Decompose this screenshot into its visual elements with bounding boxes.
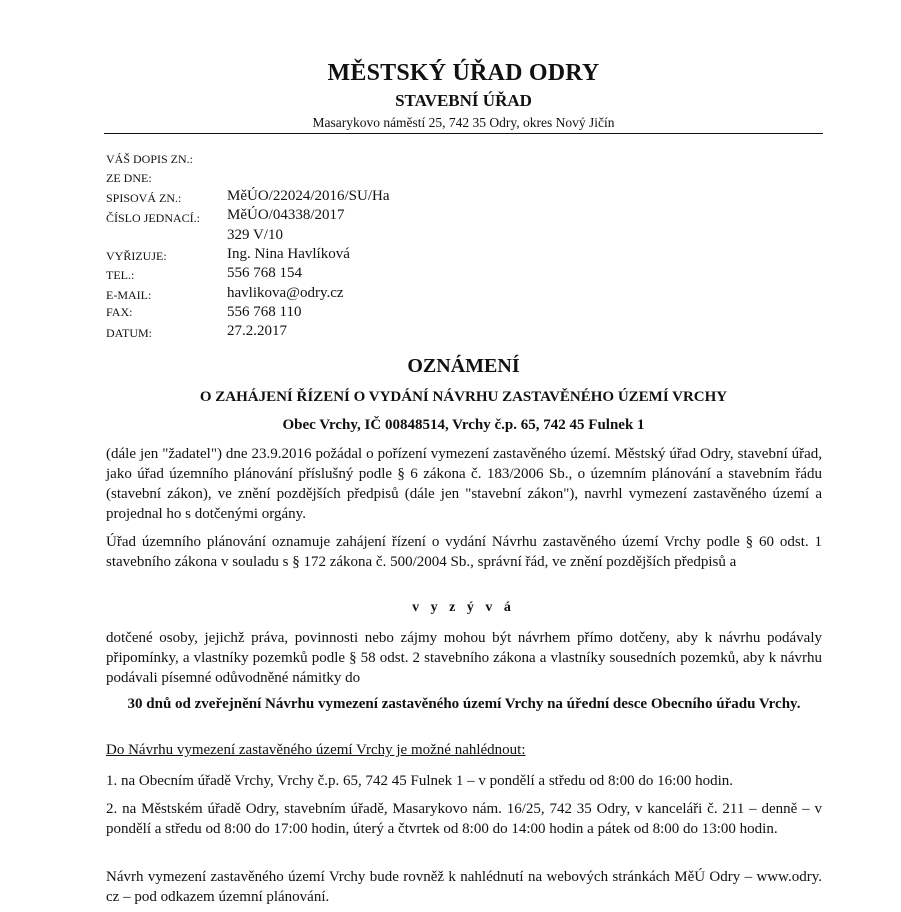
deadline-text: 30 dnů od zveřejnění Návrhu vymezení zastavěného území Vrchy na úřední desce Obecního úřadu Vrchy. [127, 696, 801, 712]
meta-value-spisova: MěÚO/22024/2016/SU/Ha [227, 188, 390, 204]
meta-value-email: havlikova@odry.cz [227, 285, 344, 301]
notice-applicant: Obec Vrchy, IČ 00848514, Vrchy č.p. 65, 742 45 Fulnek 1 [282, 417, 645, 433]
meta-value-tel: 556 768 154 [227, 265, 302, 281]
meta-label-spisova: SPISOVÁ ZN.: [106, 191, 182, 205]
paragraph-announcement: Úřad územního plánování oznamuje zahájení řízení o vydání Návrhu zastavěného území Vrchy podle § 60 odst. 1 stavebního zákona v souladu s § 172 zákona č. 500/2004 Sb., správní řád, ve znění pozdějších předpisů a [106, 534, 822, 570]
meta-value-vyrizuje: Ing. Nina Havlíková [227, 246, 350, 262]
call-heading: v y z ý v á [412, 600, 515, 615]
paragraph-request: (dále jen "žadatel") dne 23.9.2016 požádal o pořízení vymezení zastavěného území. Městský úřad Odry, stavební úřad, jako úřad územního plánování příslušný podle § 6 zákona č. 183/2006 Sb., o územním plánování a stavebním řádu (stavební zákon), ve znění pozdějších předpisů (dále jen "stavební zákon"), navrhl vymezení zastavěného území a projednal ho s dotčenými orgány. [106, 446, 822, 522]
meta-label-email: E-MAIL: [106, 288, 152, 302]
meta-label-datum: DATUM: [106, 326, 153, 340]
inspection-item-1: 1. na Obecním úřadě Vrchy, Vrchy č.p. 65, 742 45 Fulnek 1 – v pondělí a středu od 8:00 do 16:00 hodin. [106, 773, 733, 789]
inspection-heading: Do Návrhu vymezení zastavěného území Vrchy je možné nahlédnout: [106, 742, 526, 758]
meta-label-cislo: ČÍSLO JEDNACÍ.: [106, 211, 201, 225]
meta-value-fax: 556 768 110 [227, 304, 302, 320]
department-title: STAVEBNÍ ÚŘAD [395, 91, 532, 110]
meta-label-ze-dne: ZE DNE: [106, 171, 152, 185]
header-divider [104, 133, 823, 134]
meta-value-datum: 27.2.2017 [227, 323, 287, 339]
meta-label-vyrizuje: VYŘIZUJE: [106, 249, 167, 263]
meta-value-cislo-2: 329 V/10 [227, 227, 283, 243]
paragraph-web: Návrh vymezení zastavěného území Vrchy bude rovněž k nahlédnutí na webových stránkách MěÚ Odry – www.odry. cz – pod odkazem územní plánování. [106, 869, 822, 905]
office-title: MĚSTSKÝ ÚŘAD ODRY [327, 60, 600, 86]
meta-value-cislo: MěÚO/04338/2017 [227, 207, 345, 223]
meta-label-vas-dopis: VÁŠ DOPIS ZN.: [106, 152, 194, 166]
inspection-item-2: 2. na Městském úřadě Odry, stavebním úřadě, Masarykovo nám. 16/25, 742 35 Odry, v kanceláři č. 211 – denně – v pondělí a středu od 8:00 do 17:00 hodin, úterý a čtvrtek od 8:00 do 14:00 hodin a pátek od 8:00 do 13:00 hodin. [106, 801, 822, 837]
meta-label-fax: FAX: [106, 305, 133, 319]
meta-label-tel: TEL.: [106, 268, 135, 282]
paragraph-invitation: dotčené osoby, jejichž práva, povinnosti nebo zájmy mohou být návrhem přímo dotčeny, aby k návrhu podávaly připomínky, a vlastníky pozemků podle § 58 odst. 2 stavebního zákona a vlastníky sousedních pozemků, aby k návrhu podávali písemné odůvodněné námitky do [106, 630, 822, 686]
notice-title: OZNÁMENÍ [407, 355, 520, 377]
office-address: Masarykovo náměstí 25, 742 35 Odry, okres Nový Jičín [312, 115, 615, 130]
notice-subtitle: O ZAHÁJENÍ ŘÍZENÍ O VYDÁNÍ NÁVRHU ZASTAVĚNÉHO ÚZEMÍ VRCHY [199, 389, 728, 405]
